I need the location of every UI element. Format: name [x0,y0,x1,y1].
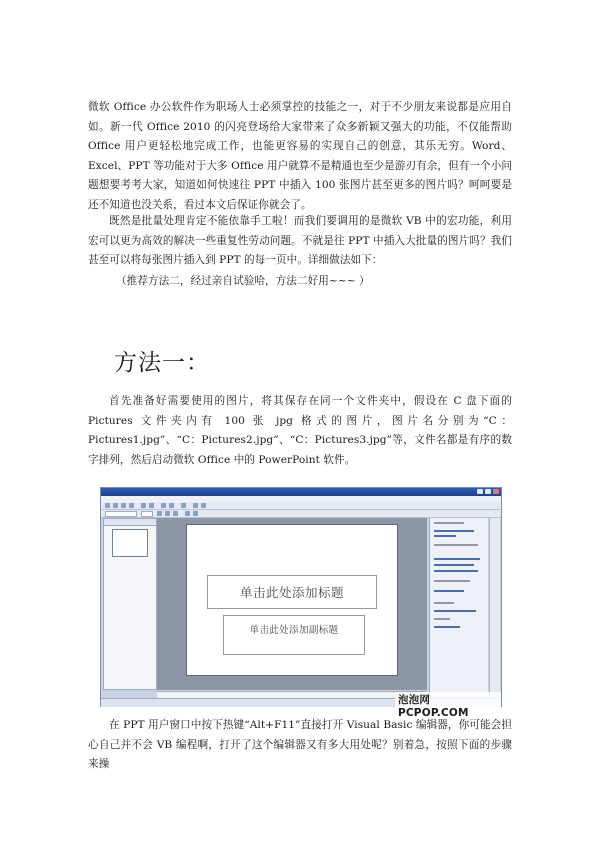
task-pane-text [434,610,476,612]
align-icon [193,511,198,516]
task-pane-text [434,535,456,537]
italic-icon [165,511,170,516]
task-pane-text [434,558,480,560]
task-pane-text [434,522,464,524]
powerpoint-screenshot [100,487,502,719]
method-one-heading: 方法一： [114,350,210,376]
toolbar-icon [181,503,186,508]
step-two-paragraph: 在 PPT 用户窗口中按下热键“Alt+F11”直接打开 Visual Basic 编辑器，你可能会担心自己并不会 VB 编程啊，打开了这个编辑器又有多大用处呢？别着急，按照下面的步骤来操 [88,719,512,770]
step-one-paragraph: 首先准备好需要使用的图片，将其保存在同一个文件夹中，假设在 C 盘下面的 Pictures 文件夹内有 100 张 jpg 格式的图片，图片名分别为“C：Pictures1.jpg”、“C：Pictures2.jpg”、“C：Pictures3.jpg”等，文件名都是有序的数字排列，然后启动微软 Office 中的 PowerPoint 软件。 [88,395,512,466]
task-pane-text [434,564,474,566]
font-box [105,511,137,517]
toolbar-icon [105,503,110,508]
formatting-toolbar [101,510,501,518]
toolbar-icon [201,503,206,508]
toolbar-icon [161,503,166,508]
maximize-icon [485,489,491,494]
task-pane-text [434,618,450,620]
standard-toolbar [101,502,501,510]
slides-pane [103,518,157,690]
underline-icon [173,511,178,516]
task-pane-text [434,590,464,592]
subtitle-placeholder: 单击此处添加副标题 [223,615,365,655]
toolbar-icon [141,503,146,508]
align-icon [185,511,190,516]
minimize-icon [477,489,483,494]
font-size-box [141,511,153,517]
vertical-scrollbar [489,518,500,696]
window-titlebar [101,488,501,496]
recommendation-note: （推荐方法二，经过亲自试验哈，方法二好用~~~ ） [116,275,370,287]
close-icon [493,489,499,494]
task-pane-text [434,570,478,572]
task-pane [429,518,488,696]
toolbar-icon [113,503,118,508]
notes-pane [157,691,427,698]
slide-thumbnail [112,529,148,557]
watermark: 泡泡网 PCPOP.COM [395,692,501,719]
toolbar-icon [129,503,134,508]
pane-tabs [104,519,156,526]
task-pane-text [434,626,460,628]
slide-canvas [186,524,398,676]
task-pane-text [434,602,454,604]
task-pane-text [434,580,470,582]
toolbar-icon [149,503,154,508]
task-pane-text [434,544,478,546]
task-pane-text [434,530,474,532]
toolbar-icon [121,503,126,508]
slide-editing-area [157,518,427,690]
title-placeholder: 单击此处添加标题 [207,575,377,609]
toolbar-icon [169,503,174,508]
intro-paragraph: 微软 Office 办公软件作为职场人士必须掌控的技能之一，对于不少朋友来说都是应用自如。新一代 Office 2010 的闪亮登场给大家带来了众多新颖又强大的功能，不仅能帮助 Office 用户更轻松地完成工作，也能更容易的实现自己的创意，其乐无穷。Word、Excel、PPT 等功能对于大多 Office 用户就算不是精通也至少是游刃有余，但有一个小问题想要考考大家，知道如何快速往 PPT 中插入 100 张图片甚至更多的图片吗？呵呵要是还不知道也没关系，看过本文后保证你就会了。 [88,101,512,211]
bold-icon [157,511,162,516]
macro-paragraph: 既然是批量处理肯定不能依靠手工啦！而我们要调用的是微软 VB 中的宏功能，利用宏可以更为高效的解决一些重复性劳动问题。不就是往 PPT 中插入大批量的图片吗？我们甚至可以将每张图片插入到 PPT 的每一页中。详细做法如下： [88,215,512,266]
toolbar-icon [193,503,198,508]
